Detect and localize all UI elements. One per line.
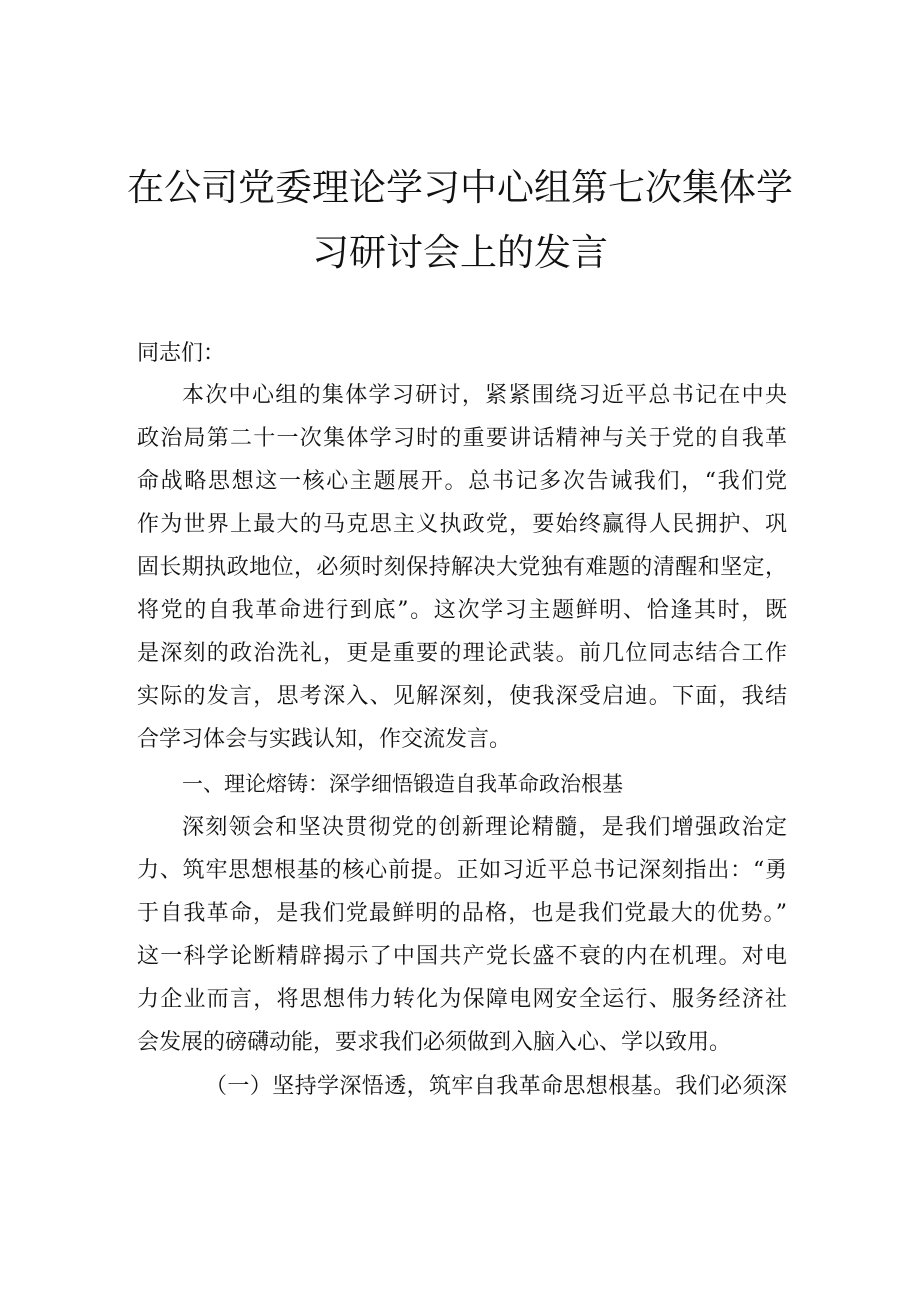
salutation: 同志们： xyxy=(137,341,226,366)
paragraph-1-line: 合学习体会与实践认知，作交流发言。 xyxy=(137,727,512,752)
paragraph-2-line: 于自我革命，是我们党最鲜明的品格，也是我们党最大的优势。” xyxy=(137,901,787,926)
paragraph-2-line: 力、筑牢思想根基的核心前提。正如习近平总书记深刻指出：“勇 xyxy=(137,858,787,883)
paragraph-2-line: 会发展的磅礴动能，要求我们必须做到入脑入心、学以致用。 xyxy=(137,1030,732,1055)
document-title-line-2: 习研讨会上的发言 xyxy=(312,231,608,274)
paragraph-3-line: （一）坚持学深悟透，筑牢自我革命思想根基。我们必须深 xyxy=(205,1074,787,1099)
paragraph-1-line: 是深刻的政治洗礼，更是重要的理论武装。前几位同志结合工作 xyxy=(137,641,787,666)
paragraph-1-line: 作为世界上最大的马克思主义执政党，要始终赢得人民拥护、巩 xyxy=(137,512,787,537)
document-title-line-1: 在公司党委理论学习中心组第七次集体学 xyxy=(127,166,793,209)
paragraph-1-line: 命战略思想这一核心主题展开。总书记多次告诫我们，“我们党 xyxy=(137,469,787,494)
paragraph-2-line: 力企业而言，将思想伟力转化为保障电网安全运行、服务经济社 xyxy=(137,987,787,1012)
paragraph-2-line: 深刻领会和坚决贯彻党的创新理论精髓，是我们增强政治定 xyxy=(182,815,787,840)
paragraph-1-line: 将党的自我革命进行到底”。这次学习主题鲜明、恰逢其时，既 xyxy=(137,598,787,623)
paragraph-1-line: 固长期执政地位，必须时刻保持解决大党独有难题的清醒和坚定， xyxy=(137,555,787,580)
paragraph-1-line: 本次中心组的集体学习研讨，紧紧围绕习近平总书记在中央 xyxy=(182,383,787,408)
paragraph-1-line: 实际的发言，思考深入、见解深刻，使我深受启迪。下面，我结 xyxy=(137,684,787,709)
section-heading-1: 一、理论熔铸：深学细悟锻造自我革命政治根基 xyxy=(182,772,623,796)
paragraph-1-line: 政治局第二十一次集体学习时的重要讲话精神与关于党的自我革 xyxy=(137,426,787,451)
paragraph-2-line: 这一科学论断精辟揭示了中国共产党长盛不衰的内在机理。对电 xyxy=(137,944,787,969)
